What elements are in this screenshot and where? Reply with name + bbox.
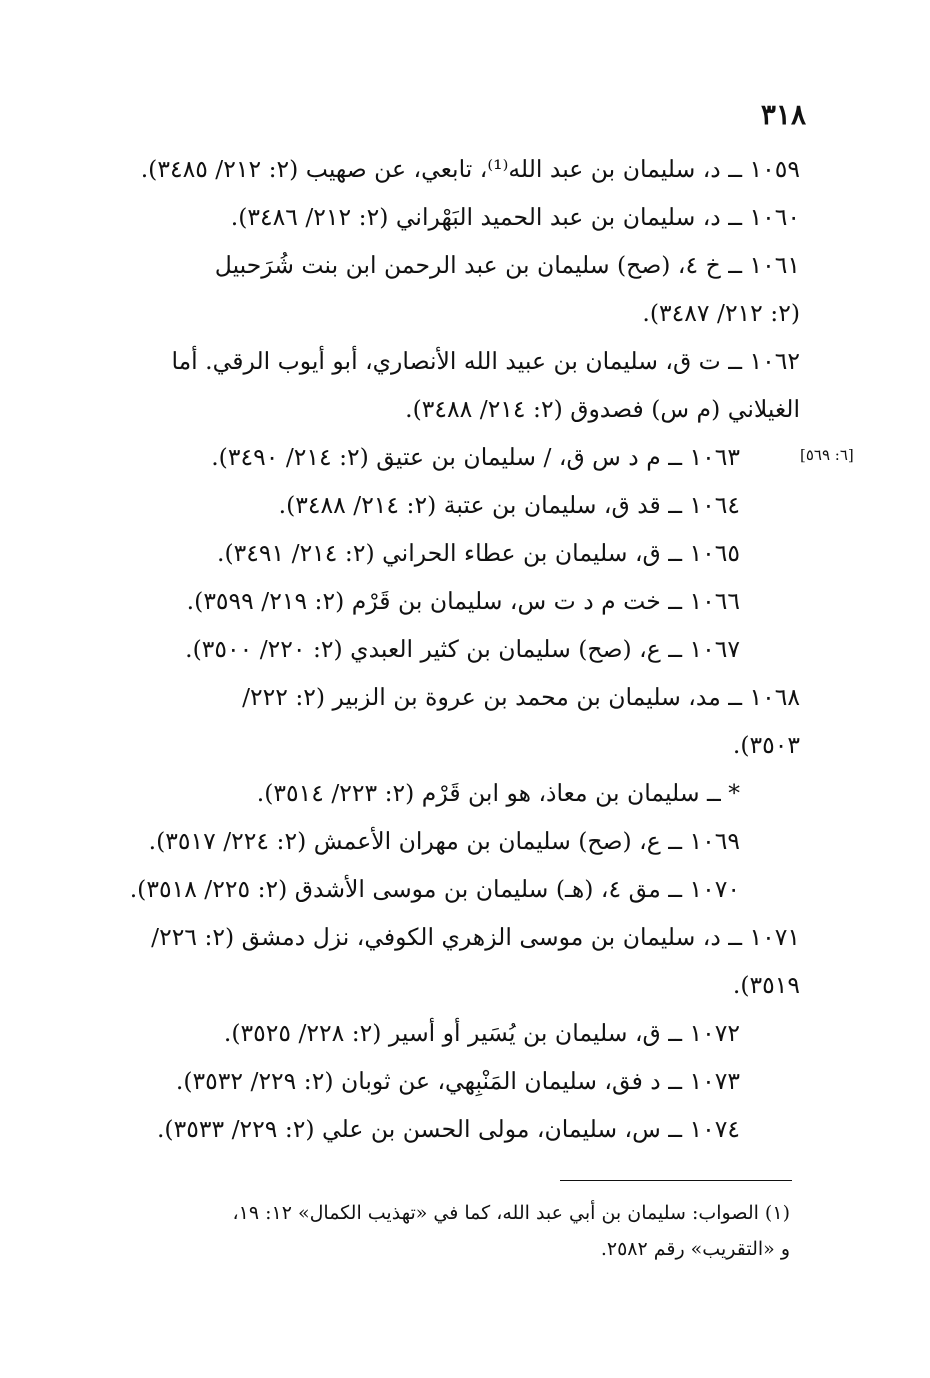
page-number: ٣١٨ <box>760 98 806 131</box>
entry-1068: ١٠٦٨ ــ مد، سليمان بن محمد بن عروة بن الزبير (٢: ٢٢٢/ ٣٥٠٣). <box>242 683 800 759</box>
entry-1060: ١٠٦٠ ــ د، سليمان بن عبد الحميد البَهْراني (٢: ٢١٢/ ٣٤٨٦). <box>230 203 800 231</box>
entry-1061: ١٠٦١ ــ خ ٤، (صح) سليمان بن عبد الرحمن ابن بنت شُرَحبيل (٢: ٢١٢/ ٣٤٨٧). <box>214 251 800 327</box>
footnote-line-1: (١) الصواب: سليمان بن أبي عبد الله، كما في «تهذيب الكمال» ١٢: ١٩، <box>232 1202 790 1224</box>
entries-list <box>0 145 930 1153</box>
entry-1069: ١٠٦٩ ــ ع، (صح) سليمان بن مهران الأعمش (٢: ٢٢٤/ ٣٥١٧). <box>148 827 740 855</box>
entry-1059: ١٠٥٩ ــ د، سليمان بن عبد الله⁽¹⁾، تابعي، عن صهيب (٢: ٢١٢/ ٣٤٨٥). <box>140 155 800 183</box>
entry-1072: ١٠٧٢ ــ ق، سليمان بن يُسَير أو أسير (٢: ٢٢٨/ ٣٥٢٥). <box>223 1019 740 1047</box>
entry-1071: ١٠٧١ ــ د، سليمان بن موسى الزهري الكوفي، نزل دمشق (٢: ٢٢٦/ ٣٥١٩). <box>151 923 800 999</box>
entry-star: * ــ سليمان بن معاذ، هو ابن قَرْم (٢: ٢٢٣/ ٣٥١٤). <box>256 779 740 807</box>
footnote-divider <box>560 1180 792 1181</box>
marginal-reference: [٦: ٥٦٩] <box>800 446 854 464</box>
entry-1064: ١٠٦٤ ــ قد ق، سليمان بن عتبة (٢: ٢١٤/ ٣٤٨٨). <box>278 491 740 519</box>
entry-1074: ١٠٧٤ ــ س، سليمان، مولى الحسن بن علي (٢: ٢٢٩/ ٣٥٣٣). <box>156 1115 740 1143</box>
footnote <box>80 1195 790 1267</box>
entry-1065: ١٠٦٥ ــ ق، سليمان بن عطاء الحراني (٢: ٢١٤/ ٣٤٩١). <box>217 539 740 567</box>
entry-1066: ١٠٦٦ ــ خت م د ت س، سليمان بن قَرْم (٢: ٢١٩/ ٣٥٩٩). <box>186 587 740 615</box>
footnote-line-2: و «التقريب» رقم ٢٥٨٢. <box>600 1238 790 1260</box>
entry-1063: ١٠٦٣ ــ م د س ق، / سليمان بن عتيق (٢: ٢١٤/ ٣٤٩٠). <box>211 443 740 471</box>
entry-1067: ١٠٦٧ ــ ع، (صح) سليمان بن كثير العبدي (٢: ٢٢٠/ ٣٥٠٠). <box>185 635 740 663</box>
entry-1062: ١٠٦٢ ــ ت ق، سليمان بن عبيد الله الأنصاري، أبو أيوب الرقي. أما الغيلاني (م س) فصدوق (٢: ٢١٤/ ٣٤٨٨). <box>171 347 800 423</box>
entry-1073: ١٠٧٣ ــ د فق، سليمان المَنْبِهي، عن ثوبان (٢: ٢٢٩/ ٣٥٣٢). <box>175 1067 740 1095</box>
entry-1070: ١٠٧٠ ــ مق ٤، (هـ) سليمان بن موسى الأشدق (٢: ٢٢٥/ ٣٥١٨). <box>129 875 740 903</box>
